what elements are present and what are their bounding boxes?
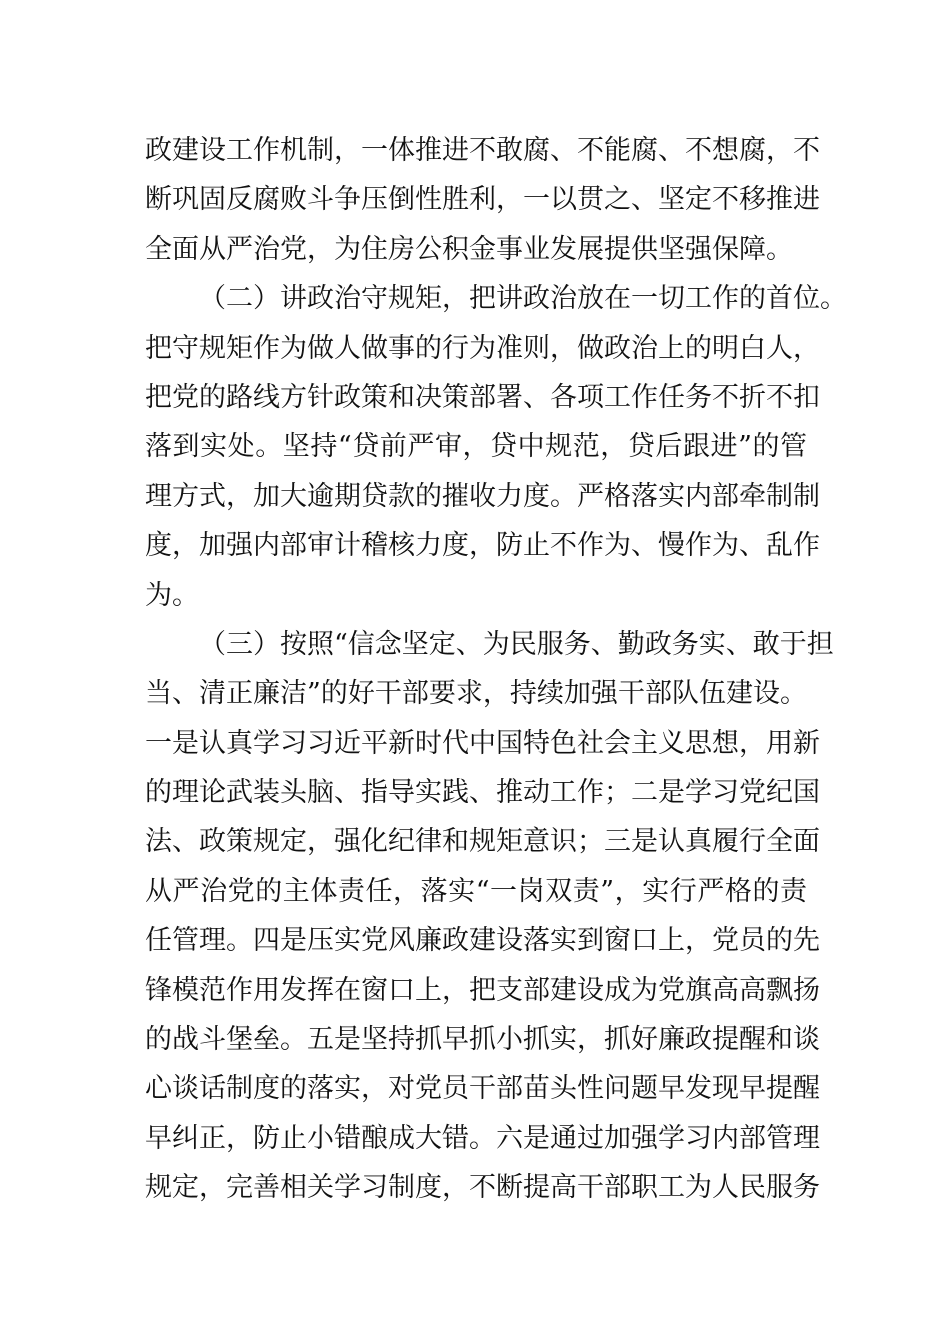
text-line: 任管理。四是压实党风廉政建设落实到窗口上，党员的先: [145, 925, 820, 957]
text-line: 心谈话制度的落实，对党员干部苗头性问题早发现早提醒: [145, 1073, 820, 1105]
text-line: 断巩固反腐败斗争压倒性胜利，一以贯之、坚定不移推进: [145, 184, 820, 216]
text-line: 全面从严治党，为住房公积金事业发展提供坚强保障。: [145, 233, 793, 265]
text-line: 规定，完善相关学习制度，不断提高干部职工为人民服务: [145, 1172, 820, 1204]
text-line: 早纠正，防止小错酿成大错。六是通过加强学习内部管理: [145, 1122, 820, 1154]
section-heading-line: （三）按照“信念坚定、为民服务、勤政务实、敢于担: [199, 628, 834, 660]
text-line: 一是认真学习习近平新时代中国特色社会主义思想，用新: [145, 727, 820, 759]
text-line: 法、政策规定，强化纪律和规矩意识；三是认真履行全面: [145, 826, 820, 858]
text-line: 为。: [145, 579, 199, 611]
text-line: 度，加强内部审计稽核力度，防止不作为、慢作为、乱作: [145, 530, 820, 562]
text-line: 锋模范作用发挥在窗口上，把支部建设成为党旗高高飘扬: [145, 974, 820, 1006]
text-line: 把党的路线方针政策和决策部署、各项工作任务不折不扣: [145, 381, 820, 413]
text-line: 的理论武装头脑、指导实践、推动工作；二是学习党纪国: [145, 777, 820, 809]
text-line: 理方式，加大逾期贷款的摧收力度。严格落实内部牵制制: [145, 480, 820, 512]
text-line: 从严治党的主体责任，落实“一岗双责”，实行严格的责: [145, 875, 807, 907]
text-line: 的战斗堡垒。五是坚持抓早抓小抓实，抓好廉政提醒和谈: [145, 1024, 820, 1056]
section-heading-line: （二）讲政治守规矩，把讲政治放在一切工作的首位。: [199, 283, 847, 315]
text-line: 落到实处。坚持“贷前严审，贷中规范，贷后跟进”的管: [145, 431, 807, 463]
text-line: 当、清正廉洁”的好干部要求，持续加强干部队伍建设。: [145, 678, 807, 710]
text-line: 把守规矩作为做人做事的行为准则，做政治上的明白人，: [145, 332, 820, 364]
text-line: 政建设工作机制，一体推进不敢腐、不能腐、不想腐，不: [145, 135, 820, 166]
document-body: [145, 126, 847, 1213]
